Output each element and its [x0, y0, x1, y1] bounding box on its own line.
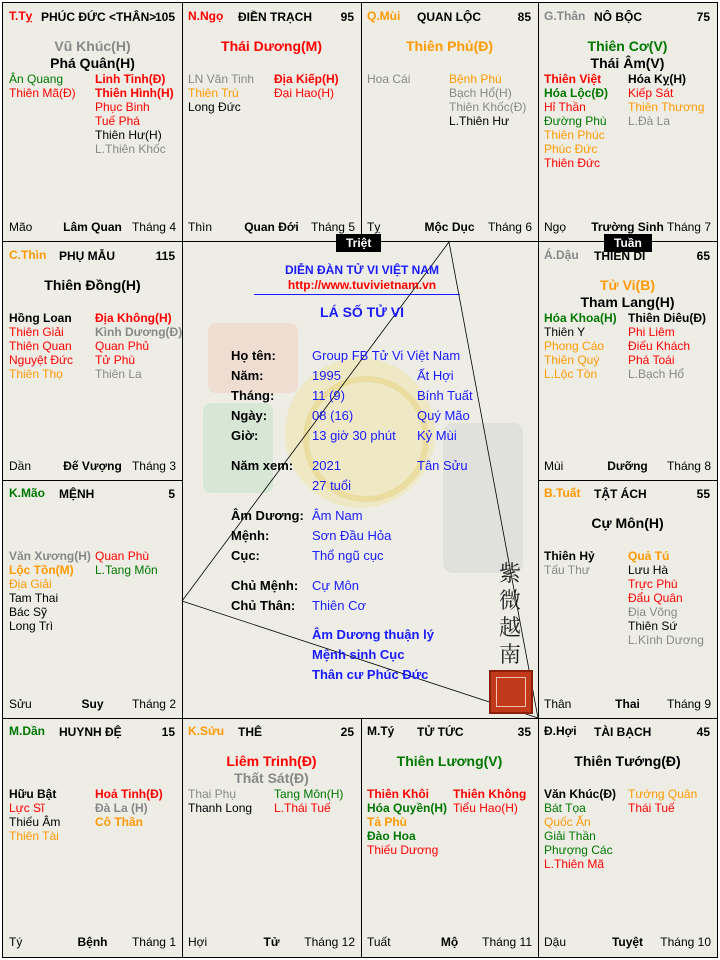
- star-item: Hóa Kỵ(H): [628, 72, 687, 86]
- star-item: Thiên Hình(H): [95, 86, 174, 100]
- calligraphy-char: 越: [499, 616, 522, 641]
- age-number: 45: [696, 725, 710, 739]
- star-item: L.Đà La: [628, 114, 671, 128]
- foot-month: Tháng 1: [131, 935, 176, 949]
- star-item: Kiếp Sát: [628, 86, 674, 100]
- house-name: TÀI BẠCH: [594, 725, 652, 739]
- branch-label: Á.Dậu: [544, 248, 579, 262]
- star-item: Phong Cáo: [544, 339, 605, 353]
- info-value: Sơn Đầu Hỏa: [312, 528, 392, 543]
- info-value: 2021: [312, 458, 341, 473]
- star-item: L.Tang Môn: [95, 563, 158, 577]
- star-item: Bát Tọa: [544, 801, 586, 815]
- house-name: HUYNH ĐỆ: [59, 725, 122, 739]
- calligraphy-char: 南: [499, 643, 522, 668]
- foot-stage: Mộ: [440, 935, 459, 949]
- calligraphy-text: [499, 561, 521, 669]
- foot-branch: Dậu: [544, 935, 567, 949]
- foot-month: Tháng 8: [666, 459, 711, 473]
- foot-branch: Dần: [9, 459, 32, 473]
- star-item: Thiên Giải: [9, 325, 64, 339]
- left-star-list: [9, 787, 60, 843]
- branch-label: Đ.Hợi: [544, 724, 577, 738]
- foot-branch: Thìn: [188, 220, 213, 234]
- star-item: Giải Thần: [544, 829, 596, 843]
- star-item: Tử Phù: [95, 353, 136, 367]
- age-number: 95: [340, 10, 354, 24]
- left-star-list: [188, 787, 252, 815]
- right-star-list: [628, 787, 697, 815]
- branch-label: G.Thân: [544, 9, 586, 23]
- right-star-list: [95, 72, 174, 156]
- foot-stage: Quan Đới: [244, 220, 299, 234]
- star-item: Phượng Các: [544, 843, 613, 857]
- star-item: Hóa Quyền(H): [367, 801, 448, 815]
- star-item: L.Thiên Hư: [449, 114, 510, 128]
- info-value: 1995: [312, 368, 341, 383]
- palace-cell-hoi: [538, 718, 717, 957]
- star-item: Thiên La: [95, 367, 142, 381]
- foot-stage: Trường Sinh: [591, 220, 664, 234]
- star-item: Thiên Thọ: [9, 367, 63, 381]
- star-item: Phục Binh: [95, 100, 150, 114]
- age-number: 115: [155, 249, 175, 263]
- horoscope-board: [2, 2, 718, 958]
- tuan-tag: Tuần: [604, 234, 652, 252]
- star-item: Đẩu Quân: [628, 591, 683, 605]
- palace-cell-thin: [3, 242, 182, 481]
- house-name: QUAN LỘC: [417, 10, 481, 24]
- foot-branch: Mão: [9, 220, 33, 234]
- star-item: Hỉ Thần: [544, 100, 586, 114]
- info-label: Chủ Mệnh:: [231, 578, 299, 593]
- star-item: Tấu Thư: [544, 563, 590, 577]
- star-item: Thiên Việt: [544, 72, 602, 86]
- foot-stage: Thai: [615, 697, 640, 711]
- main-star: Phá Quân(H): [50, 55, 135, 71]
- info-label: Ngày:: [231, 408, 268, 423]
- left-star-list: [367, 787, 447, 857]
- info-label: Âm Dương:: [231, 508, 304, 523]
- foot-month: Tháng 6: [487, 220, 532, 234]
- right-star-list: [449, 72, 526, 128]
- main-star: Thái Dương(M): [221, 38, 322, 54]
- star-item: Bác Sỹ: [9, 605, 48, 619]
- info-value: Cự Môn: [312, 578, 359, 593]
- palace-cell-ty-top: [3, 3, 182, 242]
- house-name: NÔ BỘC: [594, 10, 642, 24]
- left-star-list: [188, 72, 254, 114]
- branch-label: M.Tý: [367, 724, 395, 738]
- info-value-can-chi: Tân Sửu: [417, 458, 468, 473]
- star-item: Tam Thai: [9, 591, 59, 605]
- branch-label: B.Tuất: [544, 486, 581, 500]
- star-item: Thiên Quý: [544, 353, 600, 367]
- star-item: Đà La (H): [95, 801, 148, 815]
- foot-branch: Sửu: [9, 697, 32, 711]
- star-item: Cô Thần: [95, 815, 143, 829]
- info-label: Năm xem:: [231, 458, 294, 473]
- star-item: Phúc Đức: [544, 142, 598, 156]
- star-item: Thiên Đức: [544, 156, 601, 170]
- star-item: Địa Không(H): [95, 311, 172, 325]
- info-value: 11 (9): [312, 388, 345, 403]
- star-item: Quả Tú: [628, 549, 670, 563]
- star-item: Thiên Tài: [9, 829, 59, 843]
- star-item: Điếu Khách: [628, 339, 691, 353]
- info-label: Cục:: [231, 548, 260, 563]
- center-note: Thân cư Phúc Đức: [312, 667, 429, 682]
- star-item: Tiểu Hao(H): [453, 801, 518, 815]
- palace-cell-ngo: [182, 3, 361, 242]
- palace-cell-mao: [3, 480, 182, 719]
- star-item: Linh Tinh(Đ): [95, 72, 166, 86]
- star-item: LN Văn Tinh: [188, 72, 255, 86]
- info-label: Giờ:: [231, 428, 259, 443]
- star-item: Hoả Tinh(Đ): [95, 787, 163, 801]
- main-star: Thiên Đồng(H): [44, 277, 141, 293]
- star-item: Long Đức: [188, 100, 241, 114]
- star-item: Tướng Quân: [628, 787, 698, 801]
- left-star-list: [544, 72, 608, 170]
- right-star-list: [95, 311, 182, 381]
- branch-label: M.Dần: [9, 724, 45, 738]
- info-value: 27 tuổi: [312, 478, 352, 493]
- foot-month: Tháng 4: [131, 220, 176, 234]
- star-item: Trực Phù: [628, 577, 678, 591]
- age-number: 75: [696, 10, 710, 24]
- foot-stage: Tử: [263, 935, 280, 949]
- star-item: Đường Phù: [544, 114, 607, 128]
- calligraphy-char: 微: [499, 589, 522, 614]
- red-seal-icon: [489, 670, 533, 714]
- info-value-can-chi: Ất Hợi: [417, 368, 454, 383]
- right-star-list: [628, 549, 704, 647]
- main-star: Thất Sát(Đ): [234, 770, 309, 786]
- star-item: Văn Khúc(Đ): [544, 787, 616, 801]
- star-item: L.Thiên Khốc: [95, 142, 166, 156]
- age-number: 15: [161, 725, 175, 739]
- foot-branch: Thân: [544, 697, 572, 711]
- foot-month: Tháng 2: [131, 697, 176, 711]
- star-item: Quan Phù: [95, 549, 150, 563]
- calligraphy-char: 紫: [499, 562, 522, 587]
- star-item: L.Thái Tuế: [274, 801, 331, 815]
- star-item: Hóa Lộc(Đ): [544, 86, 608, 100]
- foot-month: Tháng 7: [666, 220, 711, 234]
- foot-month: Tháng 11: [482, 935, 532, 949]
- star-item: L.Bạch Hổ: [628, 367, 685, 381]
- right-star-list: [628, 72, 704, 128]
- star-item: Đại Hao(H): [274, 86, 335, 100]
- foot-branch: Tý: [9, 935, 23, 949]
- forum-url-link[interactable]: http://www.tuvivietnam.vn: [287, 278, 437, 292]
- info-value: 13 giờ 30 phút: [312, 428, 396, 443]
- star-item: Thiên Khốc(Đ): [449, 100, 527, 114]
- star-item: Thiên Quan: [9, 339, 72, 353]
- star-item: Phá Toái: [628, 353, 675, 367]
- star-item: Thiên Trù: [188, 86, 239, 100]
- right-star-list: [95, 787, 163, 829]
- house-name: PHỤ MẪU: [59, 249, 115, 263]
- palace-cell-dau: [538, 242, 717, 481]
- palace-cell-than: [538, 3, 717, 242]
- star-item: Kình Dương(Đ): [95, 325, 183, 339]
- info-value: 08 (16): [312, 408, 354, 423]
- info-value-can-chi: Kỷ Mùi: [417, 428, 457, 443]
- main-star: Thiên Phủ(Đ): [405, 38, 494, 54]
- palace-cell-dan: [3, 718, 182, 957]
- star-item: Thai Phụ: [188, 787, 237, 801]
- star-item: Phi Liêm: [628, 325, 675, 339]
- star-item: Lực Sĩ: [9, 801, 45, 815]
- info-label: Tháng:: [231, 388, 275, 403]
- house-name: TỬ TỨC: [417, 725, 464, 739]
- house-name: THÊ: [238, 725, 262, 739]
- left-star-list: [9, 311, 73, 381]
- info-value: Âm Nam: [312, 508, 363, 523]
- star-item: Bạch Hổ(H): [449, 86, 512, 100]
- star-item: Thiếu Âm: [9, 815, 61, 829]
- foot-branch: Tỵ: [367, 220, 381, 234]
- info-label: Năm:: [231, 368, 264, 383]
- star-item: Văn Xương(H): [9, 549, 91, 563]
- star-item: Quan Phủ: [95, 339, 150, 353]
- info-value-can-chi: Quý Mão: [417, 408, 470, 423]
- age-number: 105: [154, 10, 175, 24]
- star-item: Lưu Hà: [628, 563, 669, 577]
- star-item: Nguyệt Đức: [9, 353, 74, 367]
- left-star-list: [544, 311, 617, 381]
- star-item: Thiên Diêu(Đ): [628, 311, 706, 325]
- star-item: Thái Tuế: [628, 801, 675, 815]
- foot-month: Tháng 3: [131, 459, 176, 473]
- foot-month: Tháng 9: [666, 697, 711, 711]
- main-star: Thiên Lương(V): [396, 753, 503, 769]
- foot-month: Tháng 10: [660, 935, 711, 949]
- left-star-list: [9, 72, 76, 100]
- right-star-list: [274, 787, 343, 815]
- info-label: Mệnh:: [231, 528, 270, 543]
- star-item: Hồng Loan: [9, 311, 72, 325]
- info-value: Group FB Tử Vi Việt Nam: [312, 348, 461, 363]
- main-star: Cự Môn(H): [591, 515, 664, 531]
- star-item: Địa Kiếp(H): [274, 72, 339, 86]
- star-item: Địa Võng: [628, 605, 678, 619]
- star-item: Quốc Ấn: [544, 815, 591, 829]
- house-name: PHÚC ĐỨC <THÂN>: [41, 10, 157, 24]
- main-star: Tham Lang(H): [580, 294, 675, 310]
- star-item: Lộc Tồn(M): [9, 563, 74, 577]
- foot-stage: Suy: [81, 697, 104, 711]
- star-item: Thiên Mã(Đ): [9, 86, 76, 100]
- center-note: Âm Dương thuận lý: [312, 627, 434, 642]
- main-star: Liêm Trinh(Đ): [226, 753, 317, 769]
- age-number: 5: [168, 487, 175, 501]
- right-star-list: [274, 72, 339, 100]
- branch-label: K.Mão: [9, 486, 45, 500]
- info-label: Chủ Thân:: [231, 598, 296, 613]
- foot-stage: Dưỡng: [607, 459, 648, 473]
- star-item: Thiên Thương: [628, 100, 705, 114]
- foot-branch: Tuất: [367, 935, 391, 949]
- age-number: 55: [696, 487, 710, 501]
- foot-stage: Lâm Quan: [63, 220, 122, 234]
- info-label: Họ tên:: [231, 348, 276, 363]
- main-star: Thiên Tướng(Đ): [574, 753, 681, 769]
- foot-branch: Hợi: [188, 935, 208, 949]
- left-star-list: [544, 549, 595, 577]
- foot-month: Tháng 12: [304, 935, 355, 949]
- star-item: Tả Phù: [367, 815, 408, 829]
- star-item: Thanh Long: [188, 801, 253, 815]
- left-star-list: [9, 549, 91, 633]
- star-item: L.Thiên Mã: [544, 857, 605, 871]
- star-item: Hữu Bật: [9, 787, 57, 801]
- palace-cell-tuat: [538, 480, 717, 719]
- foot-stage: Bệnh: [77, 935, 108, 949]
- age-number: 85: [517, 10, 531, 24]
- left-star-list: [367, 72, 410, 86]
- star-item: Tuế Phá: [95, 114, 140, 128]
- star-item: Hóa Khoa(H): [544, 311, 617, 325]
- center-note: Mệnh sinh Cục: [312, 647, 405, 662]
- foot-stage: Tuyệt: [611, 935, 644, 949]
- age-number: 65: [696, 249, 710, 263]
- foot-branch: Mùi: [544, 459, 564, 473]
- info-value: Thổ ngũ cục: [312, 548, 384, 563]
- info-value-can-chi: Bính Tuất: [417, 388, 473, 403]
- star-item: Tang Môn(H): [274, 787, 344, 801]
- age-number: 25: [340, 725, 354, 739]
- info-value: Thiên Cơ: [312, 598, 367, 613]
- chart-title: LÁ SỐ TỬ VI: [320, 304, 404, 320]
- main-star: Thái Âm(V): [590, 55, 665, 71]
- star-item: Thiếu Dương: [367, 843, 439, 857]
- star-item: Long Trì: [9, 619, 54, 633]
- star-item: Bệnh Phù: [449, 72, 502, 86]
- left-star-list: [544, 787, 616, 871]
- age-number: 35: [517, 725, 531, 739]
- right-star-list: [453, 787, 526, 815]
- star-item: Thiên Phúc: [544, 128, 605, 142]
- palace-cell-ty-bot: [361, 718, 538, 957]
- branch-label: K.Sửu: [188, 724, 225, 738]
- star-item: Đào Hoa: [367, 829, 416, 843]
- branch-label: Q.Mùi: [367, 9, 401, 23]
- star-item: Địa Giải: [9, 577, 52, 591]
- star-item: Thiên Không: [453, 787, 527, 801]
- forum-title: DIỄN ĐÀN TỬ VI VIỆT NAM: [285, 263, 439, 277]
- star-item: Thiên Y: [544, 325, 586, 339]
- house-name: TẬT ÁCH: [594, 487, 647, 501]
- palace-cell-suu: [182, 718, 361, 957]
- foot-stage: Mộc Dục: [424, 220, 475, 234]
- star-item: Thiên Hỷ: [544, 549, 595, 563]
- center-panel: [184, 244, 540, 720]
- right-star-list: [628, 311, 706, 381]
- house-name: ĐIỀN TRẠCH: [238, 10, 312, 24]
- main-star: Vũ Khúc(H): [54, 38, 131, 54]
- main-star: Tử Vi(B): [600, 277, 655, 293]
- branch-label: T.Tỵ: [9, 9, 33, 23]
- branch-label: N.Ngọ: [188, 9, 224, 23]
- star-item: Thiên Hư(H): [95, 128, 162, 142]
- main-star: Thiên Cơ(V): [587, 38, 668, 54]
- star-item: Thiên Khôi: [367, 787, 429, 801]
- star-item: L.Lộc Tồn: [544, 367, 598, 381]
- star-item: L.Kình Dương: [628, 633, 704, 647]
- title-divider: [254, 294, 460, 295]
- triet-tag: Triệt: [336, 234, 381, 252]
- right-star-list: [95, 549, 158, 577]
- branch-label: C.Thìn: [9, 248, 47, 262]
- foot-month: Tháng 5: [310, 220, 355, 234]
- star-item: Thiên Sứ: [628, 619, 678, 633]
- star-item: Ân Quang: [9, 72, 64, 86]
- foot-branch: Ngọ: [544, 220, 567, 234]
- palace-cell-mui: [361, 3, 538, 242]
- house-name: THIÊN DI: [594, 249, 646, 263]
- star-item: Hoa Cái: [367, 72, 411, 86]
- foot-stage: Đế Vượng: [63, 459, 122, 473]
- house-name: MỆNH: [59, 487, 95, 501]
